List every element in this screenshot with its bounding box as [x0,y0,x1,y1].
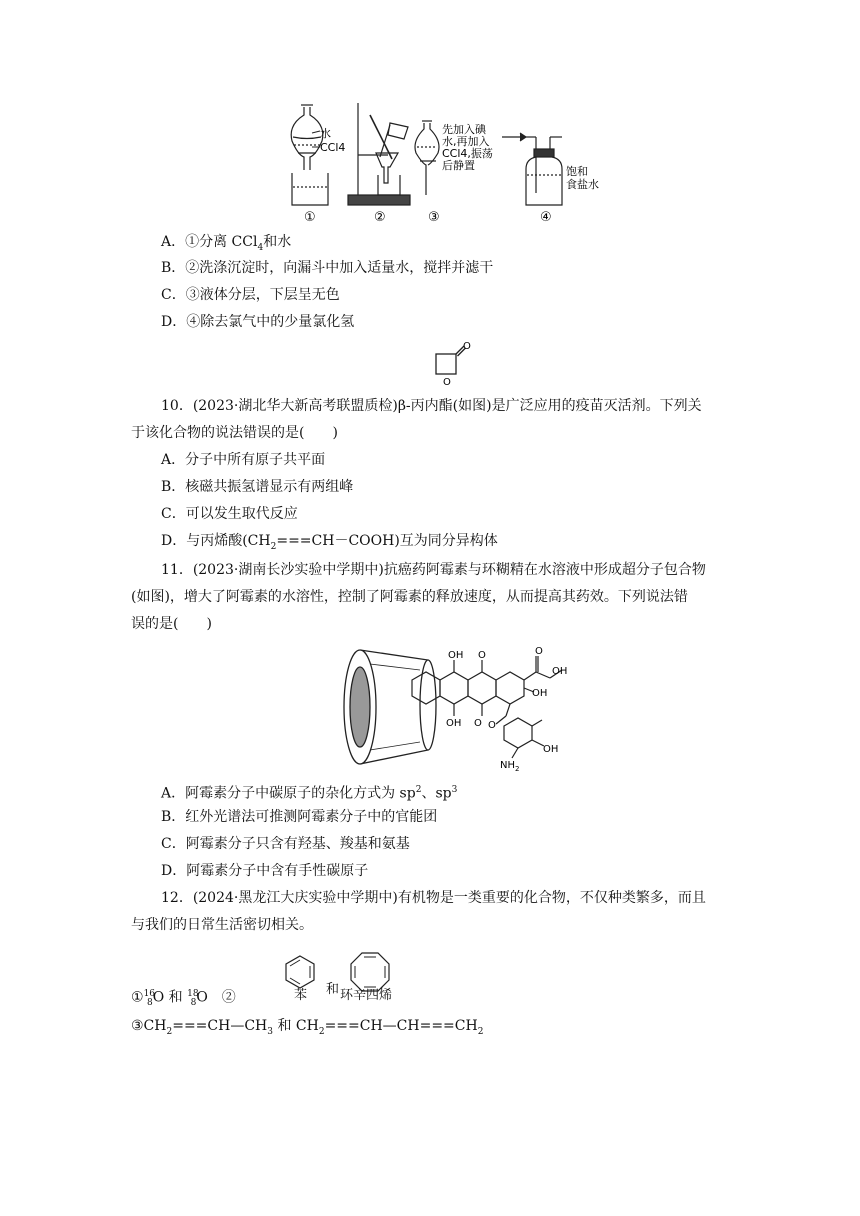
label-oh-4: OH [552,666,568,677]
label-water: 水 [320,127,331,140]
q11-stem-line-1: 11．(2023·湖南长沙实验中学期中)抗癌药阿霉素与环糊精在水溶液中形成超分子包合物 [161,562,706,578]
beta-propiolactone-structure [426,338,476,390]
cyclooctatetraene-label: 环辛四烯 [340,988,393,1003]
funnel-3-text-1: 先加入碘 [442,123,486,136]
q10-stem-line-2: 于该化合物的说法错误的是( ) [131,425,338,441]
funnel-3-text-3: CCl4,振荡 [442,147,493,160]
funnel-3-text-4: 后静置 [442,159,475,172]
q9-option-b: B．②洗涤沉淀时，向漏斗中加入适量水，搅拌并滤干 [161,260,494,276]
filtration-setup-2 [348,103,410,205]
label-o-2: O [535,646,543,657]
label-nh2: $NH_2$ [500,760,520,773]
q9-option-c: C．③液体分层，下层呈无色 [161,287,340,303]
label-o-4: O [488,720,496,731]
separatory-funnel-3 [415,121,439,195]
q11-option-b: B．红外光谱法可推测阿霉素分子中的官能团 [161,809,438,825]
label-oh-2: OH [446,718,462,729]
q11-option-d: D．阿霉素分子中含有手性碳原子 [161,863,369,879]
q10-option-b: B．核磁共振氢谱显示有两组峰 [161,479,354,495]
q9-option-a: A．①分离 CCl$_4$和水 [161,234,292,253]
q12-item-3: $③CH_2===CH—CH_3$ 和 $CH_2===CH—CH===CH_2$ [131,1018,484,1037]
label-oh-3: OH [532,688,548,699]
and-label: 和 [326,982,340,997]
gas-washing-bottle-4 [502,133,562,205]
label-o-3: O [474,718,482,729]
label-saturated-2: 食盐水 [566,178,599,191]
separatory-funnel-1 [291,105,323,170]
beaker-1 [292,173,328,205]
cyclodextrin-cone [344,650,436,764]
figure-number-3: ③ [428,210,440,225]
q9-option-d: D．④除去氯气中的少量氯化氢 [161,314,355,330]
q10-option-d: D．与丙烯酸$(CH_2===CH-COOH)$互为同分异构体 [161,533,498,552]
label-o-1: O [478,650,486,661]
q12-item-1: ①$^{16}_8$O 和 $^{18}_8$O ② [131,989,236,1009]
funnel-3-text-2: 水,再加入 [442,135,490,148]
label-oh-1: OH [448,650,464,661]
figure-number-1: ① [304,210,316,225]
ring-oxygen: O [443,377,451,388]
q11-option-a: A．阿霉素分子中碳原子的杂化方式为 $sp^2$、$sp^3$ [161,785,458,802]
label-oh-5: OH [543,744,559,755]
q10-stem-line-1: 10．(2023·湖北华大新高考联盟质检)β-丙内酯(如图)是广泛应用的疫苗灭活剂。下列关 [161,398,702,414]
benzene-label: 苯 [294,988,308,1003]
label-saturated-1: 饱和 [566,165,588,178]
doxorubicin-cyclodextrin-figure [340,640,580,776]
q11-stem-line-3: 误的是( ) [131,616,212,632]
q10-option-a: A．分子中所有原子共平面 [161,452,326,468]
q10-option-c: C．可以发生取代反应 [161,506,298,522]
apparatus-figure [280,95,610,230]
carbonyl-oxygen: O [463,341,471,352]
q11-option-c: C．阿霉素分子只含有羟基、羧基和氨基 [161,836,410,852]
label-ccl4: CCl4 [320,141,346,154]
figure-number-2: ② [374,210,386,225]
q11-stem-line-2: (如图)，增大了阿霉素的水溶性，控制了阿霉素的释放速度，从而提高其药效。下列说法错 [131,589,688,605]
q12-stem-line-2: 与我们的日常生活密切相关。 [131,917,313,933]
figure-number-4: ④ [540,210,552,225]
q12-stem-line-1: 12．(2024·黑龙江大庆实验中学期中)有机物是一类重要的化合物，不仅种类繁多，而且 [161,890,706,906]
